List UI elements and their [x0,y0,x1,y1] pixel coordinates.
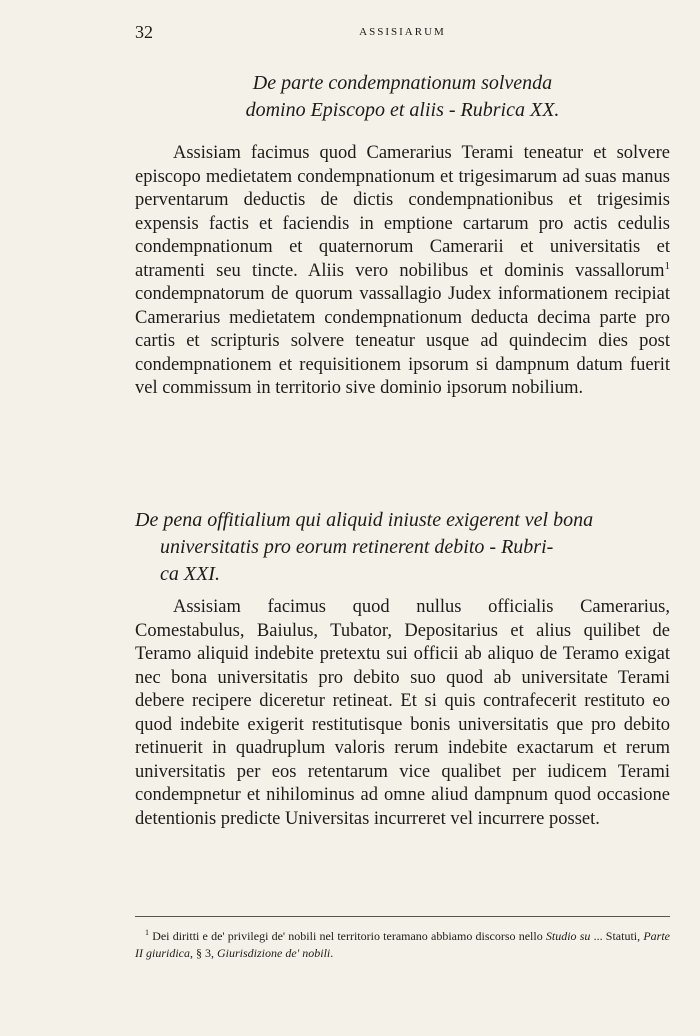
footnote-reference[interactable]: 1 [664,259,670,272]
section-heading-rubrica-xx [135,70,670,124]
heading-line: domino Episcopo et aliis - Rubrica XX. [245,99,560,121]
body-text-part: Assisiam facimus quod Camerarius Terami teneatur et solvere episcopo medietatem condempnationum et trigesimarum ad suas manus perventarum deductis de dictis condempnationibus et trigesimis expensis factis et faciendis in emptione cartarum pro actis cedulis condempnationum et quaternorum Camerarii et universitatis et atramenti seu tincte. Aliis vero nobilibus et dominis vassallorum [135,143,670,281]
running-head [135,22,670,44]
heading-line: ca XXI. [160,563,220,585]
section-body-rubrica-xx [135,142,670,401]
footnote-italic-text: Giurisdizione de' nobili [217,946,331,960]
page-number: 32 [135,22,153,42]
footnote-italic-text: Studio su [545,929,594,943]
running-title: ASSISIARUM [359,26,446,38]
footnote-italic-text: Parte II giuridica [135,929,670,960]
heading-line: universitatis pro eorum retinerent debito - Rubri- [160,536,554,558]
footnote-text: , § 3, [190,946,217,960]
body-text-part: condempnatorum de quorum vassallagio Judex informationem recipiat Camerarius medietatem condempnationum deducta decima parte pro cartis et scripturis solvere teneatur usque ad quindecim dies post condempnationem et requisitionem ipsorum si dampnum datum fuerit vel commissum in territorio sive dominio ipsorum nobilium. [135,284,670,398]
heading-line: De pena offitialium qui aliquid iniuste exigerent vel bona [135,509,594,531]
footnote-text: ... Statuti, [593,929,644,943]
footnote [135,924,670,962]
section-heading-rubrica-xxi [135,507,670,588]
section-body-rubrica-xxi: Assisiam facimus quod nullus officialis Camerarius, Comestabulus, Baiulus, Tubator, Depositarius et alius quilibet de Teramo aliquid indebite pretextu sui officii ab aliquo de Teramo exigat nec bona universitatis pro debito suo quod ab universitate Terami debere recipere diceretur retineat. Et si quis contrafecerit restituto eo quod indebite exigerit restitutisque bonis universitatis que pro debito retinuerit in quadruplum valoris rerum indebite exactarum et rerum universitatis per eos retentarum vice qualibet per iudicem Terami condempnetur et nihilominus ad omne aliud dampnum quod occasione detentionis predicte Universitas incurreret vel incurrere posset. [135,597,670,829]
footnote-text: Dei diritti e de' privilegi de' nobili nel territorio teramano abbiamo discorso nello [149,929,546,943]
footnote-text: . [330,946,334,960]
footnote-divider [135,916,670,917]
footnote-mark: 1 [145,928,149,937]
heading-line: De parte condempnationum solvenda [252,72,553,94]
